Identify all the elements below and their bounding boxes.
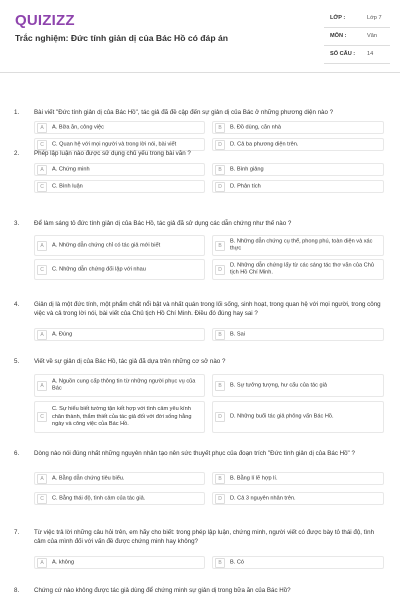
option-d[interactable] [212, 401, 384, 433]
option-d[interactable] [212, 259, 384, 280]
question-text: Viết về sự giản dị của Bác Hồ, tác giả đã dựa trên những cơ sở nào ? [34, 358, 226, 365]
option-text: B. Bằng lí lẽ hợp lí. [230, 474, 278, 481]
option-letter: A [37, 381, 47, 391]
option-letter: B [215, 558, 225, 568]
question-number: 1. [14, 109, 20, 116]
option-text: A. Bằng dẫn chứng tiêu biểu. [52, 474, 125, 481]
meta-table [324, 12, 390, 66]
option-text: D. Phân tích [230, 182, 261, 189]
option-c[interactable] [34, 492, 205, 505]
option-letter: B [215, 381, 225, 391]
question-text: Để làm sáng tỏ đức tính giản dị của Bác Hồ, tác giả đã sử dụng các dẫn chứng như thế nào ? [34, 220, 292, 227]
option-a[interactable] [34, 163, 205, 176]
option-b[interactable] [212, 163, 384, 176]
option-a[interactable] [34, 556, 205, 569]
option-a[interactable] [34, 472, 205, 485]
question-number: 2. [14, 150, 20, 157]
option-text: B. Bình giảng [230, 165, 264, 172]
option-letter: D [215, 140, 225, 150]
option-letter: C [37, 182, 47, 192]
question-text: Chứng cứ nào không được tác giả dùng để chứng minh sự giản dị trong bữa ăn của Bác Hồ? [34, 587, 291, 594]
option-text: D. Những buổi tác giả phỏng vấn Bác Hồ. [230, 413, 334, 420]
meta-row-grade [324, 12, 390, 28]
option-text: D. Cả 3 nguyên nhân trên. [230, 494, 296, 501]
option-text: B. Có [230, 558, 244, 565]
option-a[interactable] [34, 374, 205, 397]
question-number: 4. [14, 301, 20, 308]
meta-row-count [324, 48, 390, 64]
option-letter: B [215, 474, 225, 484]
option-c[interactable] [34, 259, 205, 280]
option-letter: A [37, 474, 47, 484]
option-text: A. không [52, 558, 75, 565]
question-text: Dòng nào nói đúng nhất những nguyên nhân tạo nên sức thuyết phục của đoạn trích "Đức tính giản dị của Bác Hồ" ? [34, 450, 355, 457]
option-c[interactable] [34, 180, 205, 193]
question-text: Giản dị là một đức tính, một phẩm chất nổi bật và nhất quán trong lối sống, sinh hoạt, trong quan hệ với mọi người, trong công việc và cả trong lời nói, bài viết của Chủ tịch Hồ Chí Minh. Điều đó đúng hay sai ? [34, 301, 381, 317]
option-a[interactable] [34, 121, 205, 134]
meta-key: SỐ CÂU : [330, 51, 356, 57]
meta-value: 14 [367, 51, 374, 57]
option-text: A. Chứng minh [52, 165, 90, 172]
option-b[interactable] [212, 121, 384, 134]
option-d[interactable] [212, 492, 384, 505]
option-d[interactable] [212, 180, 384, 193]
meta-value: Lớp 7 [367, 15, 382, 21]
option-letter: A [37, 123, 47, 133]
option-letter: B [215, 241, 225, 251]
option-letter: A [37, 558, 47, 568]
question-number: 8. [14, 587, 20, 594]
worksheet-header [0, 0, 400, 73]
option-text: C. Bằng thái độ, tình cảm của tác giả. [52, 494, 146, 501]
option-text: B. Sự tưởng tượng, hư cấu của tác giả [230, 381, 327, 388]
option-b[interactable] [212, 235, 384, 256]
option-letter: A [37, 241, 47, 251]
question-text: Từ việc trả lời những câu hỏi trên, em hãy cho biết: trong phép lập luận, chứng minh, người viết có được bày tỏ thái độ, tình cảm của mình đối với vấn đề được chứng minh hay không? [34, 529, 375, 545]
option-b[interactable] [212, 556, 384, 569]
question-number: 7. [14, 529, 20, 536]
option-letter: C [37, 140, 47, 150]
question-number: 3. [14, 220, 20, 227]
option-b[interactable] [212, 472, 384, 485]
meta-row-subject [324, 30, 390, 46]
quizizz-logo: QUIZIZZ [15, 12, 75, 29]
option-text: A. Bữa ăn, công việc [52, 123, 104, 130]
option-c[interactable] [34, 401, 205, 433]
option-letter: B [215, 123, 225, 133]
option-b[interactable] [212, 328, 384, 341]
option-a[interactable] [34, 235, 205, 256]
option-letter: B [215, 165, 225, 175]
option-a[interactable] [34, 328, 205, 341]
option-letter: B [215, 330, 225, 340]
meta-value: Văn [367, 33, 377, 39]
option-text: D. Cả ba phương diện trên. [230, 140, 299, 147]
option-letter: D [215, 182, 225, 192]
option-letter: C [37, 494, 47, 504]
option-letter: C [37, 412, 47, 422]
meta-key: MÔN : [330, 33, 347, 39]
question-number: 5. [14, 358, 20, 365]
option-text: C. Bình luận [52, 182, 83, 189]
meta-key: LỚP : [330, 15, 346, 21]
option-text: A. Nguồn cung cấp thông tin từ những người phục vụ của Bác [52, 378, 196, 392]
option-letter: D [215, 412, 225, 422]
option-text: B. Đồ dùng, căn nhà [230, 123, 282, 130]
page-title: Trắc nghiệm: Đức tính giản dị của Bác Hồ có đáp án [15, 33, 228, 43]
option-text: C. Quan hệ với mọi người và trong lời nói, bài viết [52, 140, 177, 147]
option-letter: A [37, 330, 47, 340]
question-number: 6. [14, 450, 20, 457]
option-letter: A [37, 165, 47, 175]
option-text: B. Sai [230, 330, 245, 337]
option-text: C. Những dẫn chứng đối lập với nhau [52, 265, 146, 272]
option-letter: C [37, 265, 47, 275]
question-text: Bài viết "Đức tính giản dị của Bác Hồ", tác giả đã đề cập đến sự giản dị của Bác ở những phương diện nào ? [34, 109, 334, 116]
option-letter: D [215, 494, 225, 504]
option-text: D. Những dẫn chứng lấy từ các sáng tác thơ văn của Chủ tịch Hồ Chí Minh. [230, 262, 374, 276]
option-letter: D [215, 265, 225, 275]
option-b[interactable] [212, 374, 384, 397]
option-text: B. Những dẫn chứng cụ thể, phong phú, toàn diện và xác thực [230, 238, 373, 252]
option-text: C. Sự hiểu biết tường tận kết hợp với tình cảm yêu kính chân thành, thắm thiết của tác giả đối với đời sống hằng ngày và công việc của Bác Hồ. [52, 405, 192, 427]
question-text: Phép lập luận nào được sử dụng chủ yếu trong bài văn ? [34, 150, 191, 157]
option-text: A. Đúng [52, 330, 73, 337]
option-text: A. Những dẫn chứng chỉ có tác giả mới biết [52, 241, 161, 248]
